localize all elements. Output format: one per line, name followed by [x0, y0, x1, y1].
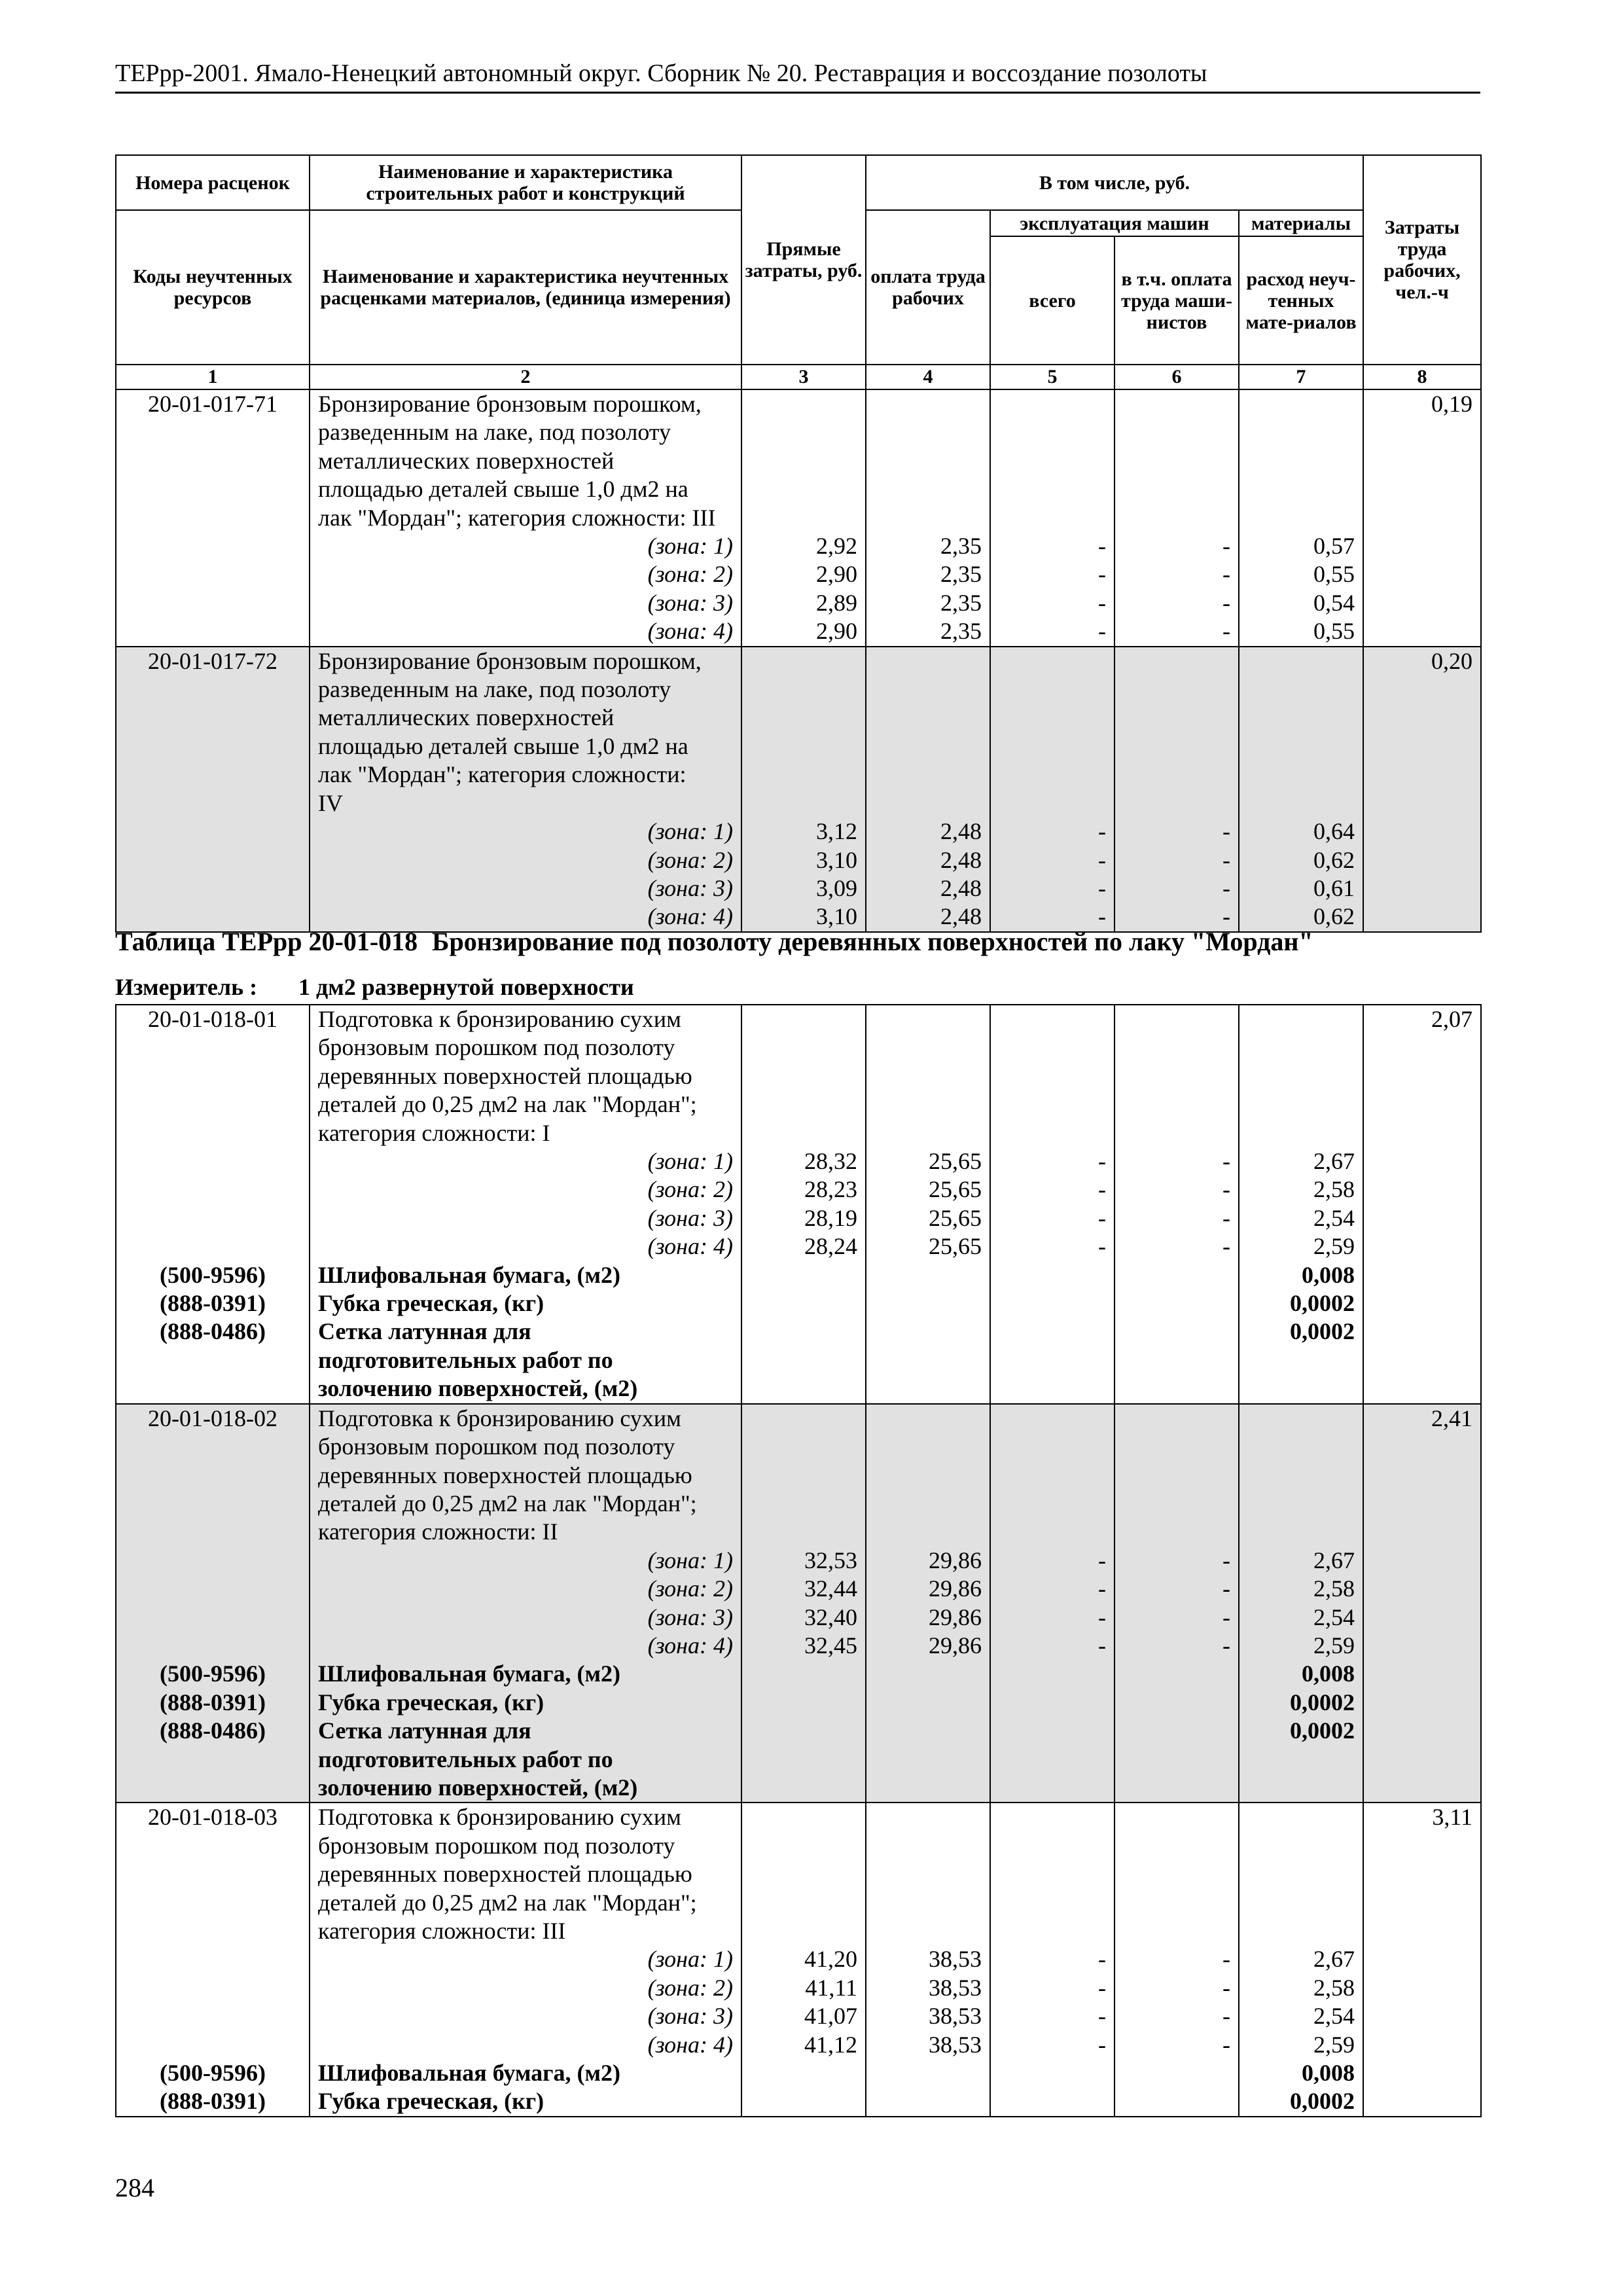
direct-cost-value: 32,53 [804, 1547, 857, 1573]
machinist-pay-value: - [1222, 2031, 1230, 2058]
machinist-pay-value: - [1222, 846, 1230, 873]
materials-value: 2,58 [1313, 1974, 1355, 2001]
zone-label: (зона: 2) [647, 1176, 733, 1203]
worker-pay-value: 2,48 [940, 818, 982, 845]
col-index-7: 7 [1239, 365, 1363, 389]
rate-description-line: разведенным на лаке, под позолоту [318, 419, 671, 446]
resource-code: (888-0486) [160, 1318, 266, 1345]
rate-description-line: металлических поверхностей [318, 447, 615, 474]
zone-label: (зона: 4) [647, 903, 733, 930]
resource-name: Губка греческая, (кг) [318, 1290, 544, 1317]
machine-total-value: - [1098, 2003, 1106, 2030]
col-machinist-pay: в т.ч. оплата труда маши-нистов [1115, 236, 1239, 365]
machinist-pay-cell [1115, 647, 1239, 932]
rate-description-line: Бронзирование бронзовым порошком, [318, 647, 702, 674]
direct-cost-value: 28,32 [804, 1148, 857, 1175]
machinist-pay-cell [1115, 1404, 1239, 1803]
machinist-pay-cell [1115, 389, 1239, 647]
rate-description-line: деталей до 0,25 дм2 на лак "Мордан"; [318, 1889, 697, 1916]
table-body-20-01-018 [116, 1005, 1481, 2117]
col-materials: материалы [1239, 210, 1363, 236]
rate-code-cell [116, 1404, 310, 1803]
worker-pay-cell [866, 1803, 990, 2116]
zone-label: (зона: 3) [647, 2003, 733, 2030]
rate-code-cell [116, 647, 310, 932]
materials-value: 0,54 [1313, 589, 1355, 616]
labor-cost-value: 0,20 [1431, 647, 1473, 674]
worker-pay-value: 25,65 [929, 1204, 982, 1231]
machine-total-cell [990, 1803, 1115, 2116]
direct-cost-value: 3,09 [816, 874, 857, 901]
direct-cost-value: 41,07 [804, 2003, 857, 2030]
running-header: ТЕРрр-2001. Ямало-Ненецкий автономный округ. Сборник № 20. Реставрация и воссоздание позолоты [115, 58, 1480, 94]
machinist-pay-value: - [1222, 874, 1230, 901]
worker-pay-value: 38,53 [929, 2003, 982, 2030]
labor-cell [1363, 1404, 1481, 1803]
zone-label: (зона: 1) [647, 1148, 733, 1175]
col-machine-operation: эксплуатация машин [990, 210, 1239, 236]
machinist-pay-value: - [1222, 561, 1230, 588]
labor-cost-value: 2,07 [1431, 1006, 1472, 1032]
rate-row [116, 1005, 1481, 1404]
rate-row [116, 389, 1481, 647]
rate-description-line: лак "Мордан"; категория сложности: III [318, 504, 716, 531]
direct-cost-value: 41,12 [804, 2031, 857, 2058]
resource-quantity: 0,0002 [1290, 1689, 1355, 1715]
description-cell [310, 1005, 741, 1404]
description-cell [310, 1803, 741, 2116]
direct-cost-cell [741, 1803, 866, 2116]
direct-cost-value: 2,90 [816, 618, 857, 645]
worker-pay-value: 29,86 [929, 1547, 982, 1573]
rate-description-line: категория сложности: I [318, 1119, 550, 1146]
materials-value: 2,59 [1313, 1632, 1355, 1659]
resource-code: (888-0486) [160, 1717, 266, 1744]
rate-code: 20-01-018-02 [148, 1405, 277, 1431]
rate-description-line: бронзовым порошком под позолоту [318, 1832, 675, 1859]
zone-label: (зона: 3) [647, 589, 733, 616]
machinist-pay-cell [1115, 1803, 1239, 2116]
col-worker-pay: оплата труда рабочих [866, 210, 990, 365]
rate-code-cell [116, 389, 310, 647]
direct-cost-cell [741, 389, 866, 647]
zone-label: (зона: 4) [647, 2031, 733, 2058]
worker-pay-cell [866, 389, 990, 647]
materials-value: 2,67 [1313, 1148, 1355, 1175]
machine-total-value: - [1098, 1632, 1106, 1659]
table-title-code: Таблица ТЕРрр 20-01-018 [115, 927, 418, 956]
col-labor-costs: Затраты труда рабочих, чел.-ч [1363, 155, 1481, 365]
materials-cell [1239, 1005, 1363, 1404]
page-number: 284 [115, 2173, 154, 2202]
resource-quantity: 0,0002 [1290, 1717, 1355, 1744]
zone-label: (зона: 4) [647, 1233, 733, 1260]
rate-description-line: бронзовым порошком под позолоту [318, 1034, 675, 1061]
direct-cost-value: 32,40 [804, 1604, 857, 1630]
zone-label: (зона: 4) [647, 618, 733, 645]
resource-code: (500-9596) [160, 1261, 266, 1288]
labor-cost-value: 3,11 [1432, 1804, 1472, 1831]
materials-value: 2,59 [1313, 2031, 1355, 2058]
machine-total-value: - [1098, 1547, 1106, 1573]
machinist-pay-value: - [1222, 533, 1230, 560]
direct-cost-value: 41,11 [805, 1974, 857, 2001]
resource-code: (500-9596) [160, 1660, 266, 1687]
rate-code: 20-01-018-03 [148, 1804, 277, 1831]
direct-cost-value: 2,92 [816, 533, 857, 560]
table-header [116, 155, 1481, 389]
machine-total-value: - [1098, 533, 1106, 560]
machine-total-value: - [1098, 1974, 1106, 2001]
direct-cost-cell [741, 647, 866, 932]
col-index-1: 1 [116, 365, 310, 389]
labor-cell [1363, 389, 1481, 647]
direct-cost-value: 2,90 [816, 561, 857, 588]
col-work-name: Наименование и характеристика строительных работ и конструкций [310, 155, 741, 210]
worker-pay-value: 29,86 [929, 1632, 982, 1659]
direct-cost-value: 2,89 [816, 589, 857, 616]
machinist-pay-value: - [1222, 1204, 1230, 1231]
col-material-usage: расход неуч-тенных мате-риалов [1239, 236, 1363, 365]
worker-pay-value: 2,35 [940, 618, 982, 645]
rate-description-line: Подготовка к бронзированию сухим [318, 1405, 681, 1431]
machine-total-value: - [1098, 1148, 1106, 1175]
rate-row [116, 1803, 1481, 2116]
resource-name: подготовительных работ по [318, 1346, 613, 1373]
col-resource-codes: Коды неучтенных ресурсов [116, 210, 310, 365]
col-index-3: 3 [741, 365, 866, 389]
resource-name: Шлифовальная бумага, (м2) [318, 1261, 620, 1288]
col-rate-numbers: Номера расценок [116, 155, 310, 210]
materials-cell [1239, 389, 1363, 647]
resource-code: (888-0391) [160, 1290, 266, 1317]
machine-total-cell [990, 389, 1115, 647]
worker-pay-value: 38,53 [929, 2031, 982, 2058]
col-machine-total: всего [990, 236, 1115, 365]
zone-label: (зона: 2) [647, 561, 733, 588]
rate-row [116, 1404, 1481, 1803]
measure-unit-label: Измеритель : [115, 974, 258, 1000]
machinist-pay-value: - [1222, 618, 1230, 645]
col-direct-costs: Прямые затраты, руб. [741, 155, 866, 365]
materials-value: 2,59 [1313, 1233, 1355, 1260]
machine-total-cell [990, 647, 1115, 932]
machinist-pay-value: - [1222, 1547, 1230, 1573]
zone-label: (зона: 3) [647, 1604, 733, 1630]
resource-quantity: 0,008 [1302, 2060, 1355, 2087]
direct-cost-value: 3,12 [816, 818, 857, 845]
col-material-name: Наименование и характеристика неучтенных расценками материалов, (единица измерения) [310, 210, 741, 365]
direct-cost-value: 32,45 [804, 1632, 857, 1659]
machine-total-value: - [1098, 903, 1106, 930]
machinist-pay-value: - [1222, 903, 1230, 930]
worker-pay-cell [866, 1404, 990, 1803]
resource-quantity: 0,0002 [1290, 2088, 1355, 2115]
table-title-text: Бронзирование под позолоту деревянных поверхностей по лаку "Мордан" [432, 927, 1313, 956]
rate-row [116, 647, 1481, 932]
rate-code-cell [116, 1005, 310, 1404]
rate-description-line: деревянных поверхностей площадью [318, 1861, 692, 1888]
materials-value: 0,57 [1313, 533, 1355, 560]
rate-description-line: деревянных поверхностей площадью [318, 1462, 692, 1488]
direct-cost-value: 32,44 [804, 1575, 857, 1602]
materials-value: 2,67 [1313, 1946, 1355, 1973]
worker-pay-value: 29,86 [929, 1575, 982, 1602]
resource-name: Шлифовальная бумага, (м2) [318, 1660, 620, 1687]
machine-total-value: - [1098, 2031, 1106, 2058]
col-including: В том числе, руб. [866, 155, 1363, 210]
machine-total-cell [990, 1005, 1115, 1404]
zone-label: (зона: 2) [647, 1974, 733, 2001]
machine-total-value: - [1098, 1946, 1106, 1973]
labor-cost-value: 2,41 [1431, 1405, 1472, 1431]
zone-label: (зона: 1) [647, 1946, 733, 1973]
rate-description-line: категория сложности: III [318, 1918, 566, 1944]
labor-cell [1363, 647, 1481, 932]
resource-name: золочению поверхностей, (м2) [318, 1375, 638, 1402]
measure-unit [115, 973, 1480, 1001]
resource-code: (500-9596) [160, 2060, 266, 2087]
worker-pay-value: 2,48 [940, 874, 982, 901]
machinist-pay-value: - [1222, 1176, 1230, 1203]
col-index-8: 8 [1363, 365, 1481, 389]
materials-value: 0,61 [1313, 874, 1355, 901]
rate-description-line: площадью деталей свыше 1,0 дм2 на [318, 476, 688, 503]
machinist-pay-value: - [1222, 589, 1230, 616]
col-index-6: 6 [1115, 365, 1239, 389]
machinist-pay-cell [1115, 1005, 1239, 1404]
machine-total-value: - [1098, 1575, 1106, 1602]
labor-cell [1363, 1005, 1481, 1404]
machinist-pay-value: - [1222, 1148, 1230, 1175]
zone-label: (зона: 1) [647, 818, 733, 845]
table-body-continued [116, 389, 1481, 932]
materials-value: 2,67 [1313, 1547, 1355, 1573]
machine-total-value: - [1098, 1604, 1106, 1630]
table-title [115, 925, 1480, 958]
machinist-pay-value: - [1222, 1632, 1230, 1659]
materials-value: 0,62 [1313, 846, 1355, 873]
worker-pay-cell [866, 1005, 990, 1404]
resource-quantity: 0,008 [1302, 1660, 1355, 1687]
resource-name: Губка греческая, (кг) [318, 2088, 544, 2115]
col-index-2: 2 [310, 365, 741, 389]
direct-cost-value: 28,23 [804, 1176, 857, 1203]
materials-value: 2,58 [1313, 1176, 1355, 1203]
machinist-pay-value: - [1222, 2003, 1230, 2030]
direct-cost-value: 3,10 [816, 846, 857, 873]
rate-description-line: категория сложности: II [318, 1518, 558, 1545]
zone-label: (зона: 3) [647, 874, 733, 901]
machine-total-value: - [1098, 846, 1106, 873]
materials-value: 2,54 [1313, 1204, 1355, 1231]
materials-value: 0,55 [1313, 561, 1355, 588]
rate-description-line: площадью деталей свыше 1,0 дм2 на [318, 732, 688, 759]
labor-cost-value: 0,19 [1431, 391, 1473, 417]
zone-label: (зона: 4) [647, 1632, 733, 1659]
rate-description-line: металлических поверхностей [318, 704, 615, 731]
machinist-pay-value: - [1222, 1604, 1230, 1630]
description-cell [310, 647, 741, 932]
machine-total-cell [990, 1404, 1115, 1803]
zone-label: (зона: 2) [647, 1575, 733, 1602]
rate-description-line: IV [318, 789, 343, 816]
rate-description-line: Бронзирование бронзовым порошком, [318, 391, 702, 417]
machinist-pay-value: - [1222, 1946, 1230, 1973]
col-index-5: 5 [990, 365, 1115, 389]
materials-cell [1239, 647, 1363, 932]
measure-unit-value: 1 дм2 развернутой поверхности [298, 974, 634, 1000]
rate-description-line: бронзовым порошком под позолоту [318, 1433, 675, 1460]
worker-pay-cell [866, 647, 990, 932]
machine-total-value: - [1098, 874, 1106, 901]
worker-pay-value: 38,53 [929, 1946, 982, 1973]
rates-table-20-01-018 [115, 1004, 1482, 2117]
machinist-pay-value: - [1222, 1974, 1230, 2001]
rate-description-line: Подготовка к бронзированию сухим [318, 1804, 681, 1831]
worker-pay-value: 2,48 [940, 903, 982, 930]
worker-pay-value: 38,53 [929, 1974, 982, 2001]
materials-value: 0,55 [1313, 618, 1355, 645]
direct-cost-cell [741, 1005, 866, 1404]
worker-pay-value: 2,35 [940, 561, 982, 588]
worker-pay-value: 25,65 [929, 1148, 982, 1175]
rate-code-cell [116, 1803, 310, 2116]
rates-table-continued [115, 154, 1482, 933]
worker-pay-value: 25,65 [929, 1233, 982, 1260]
resource-name: Шлифовальная бумага, (м2) [318, 2060, 620, 2087]
resource-name: Сетка латунная для [318, 1717, 531, 1744]
resource-name: Губка греческая, (кг) [318, 1689, 544, 1715]
materials-value: 0,64 [1313, 818, 1355, 845]
materials-value: 2,58 [1313, 1575, 1355, 1602]
resource-name: Сетка латунная для [318, 1318, 531, 1345]
materials-cell [1239, 1404, 1363, 1803]
resource-code: (888-0391) [160, 2088, 266, 2115]
rate-description-line: лак "Мордан"; категория сложности: [318, 761, 687, 788]
machine-total-value: - [1098, 618, 1106, 645]
resource-name: подготовительных работ по [318, 1746, 613, 1772]
direct-cost-value: 28,24 [804, 1233, 857, 1260]
zone-label: (зона: 2) [647, 846, 733, 873]
worker-pay-value: 25,65 [929, 1176, 982, 1203]
col-index-4: 4 [866, 365, 990, 389]
machine-total-value: - [1098, 1204, 1106, 1231]
rate-description-line: деталей до 0,25 дм2 на лак "Мордан"; [318, 1490, 697, 1516]
direct-cost-cell [741, 1404, 866, 1803]
worker-pay-value: 2,35 [940, 533, 982, 560]
zone-label: (зона: 1) [647, 533, 733, 560]
rate-code: 20-01-017-71 [148, 391, 277, 417]
resource-quantity: 0,0002 [1290, 1290, 1355, 1317]
machine-total-value: - [1098, 1176, 1106, 1203]
machinist-pay-value: - [1222, 1575, 1230, 1602]
description-cell [310, 1404, 741, 1803]
materials-value: 2,54 [1313, 2003, 1355, 2030]
direct-cost-value: 28,19 [804, 1204, 857, 1231]
materials-value: 2,54 [1313, 1604, 1355, 1630]
worker-pay-value: 2,48 [940, 846, 982, 873]
zone-label: (зона: 1) [647, 1547, 733, 1573]
machine-total-value: - [1098, 1233, 1106, 1260]
labor-cell [1363, 1803, 1481, 2116]
rate-code: 20-01-017-72 [148, 647, 277, 674]
description-cell [310, 389, 741, 647]
rate-description-line: разведенным на лаке, под позолоту [318, 676, 671, 703]
direct-cost-value: 3,10 [816, 903, 857, 930]
machine-total-value: - [1098, 561, 1106, 588]
materials-value: 0,62 [1313, 903, 1355, 930]
materials-cell [1239, 1803, 1363, 2116]
rate-description-line: деталей до 0,25 дм2 на лак "Мордан"; [318, 1091, 697, 1118]
machine-total-value: - [1098, 818, 1106, 845]
resource-quantity: 0,0002 [1290, 1318, 1355, 1345]
resource-name: золочению поверхностей, (м2) [318, 1774, 638, 1801]
machine-total-value: - [1098, 589, 1106, 616]
zone-label: (зона: 3) [647, 1204, 733, 1231]
rate-description-line: деревянных поверхностей площадью [318, 1062, 692, 1089]
machinist-pay-value: - [1222, 818, 1230, 845]
resource-quantity: 0,008 [1302, 1261, 1355, 1288]
rate-code: 20-01-018-01 [148, 1006, 277, 1032]
resource-code: (888-0391) [160, 1689, 266, 1715]
direct-cost-value: 41,20 [804, 1946, 857, 1973]
machinist-pay-value: - [1222, 1233, 1230, 1260]
worker-pay-value: 2,35 [940, 589, 982, 616]
rate-description-line: Подготовка к бронзированию сухим [318, 1006, 681, 1032]
worker-pay-value: 29,86 [929, 1604, 982, 1630]
